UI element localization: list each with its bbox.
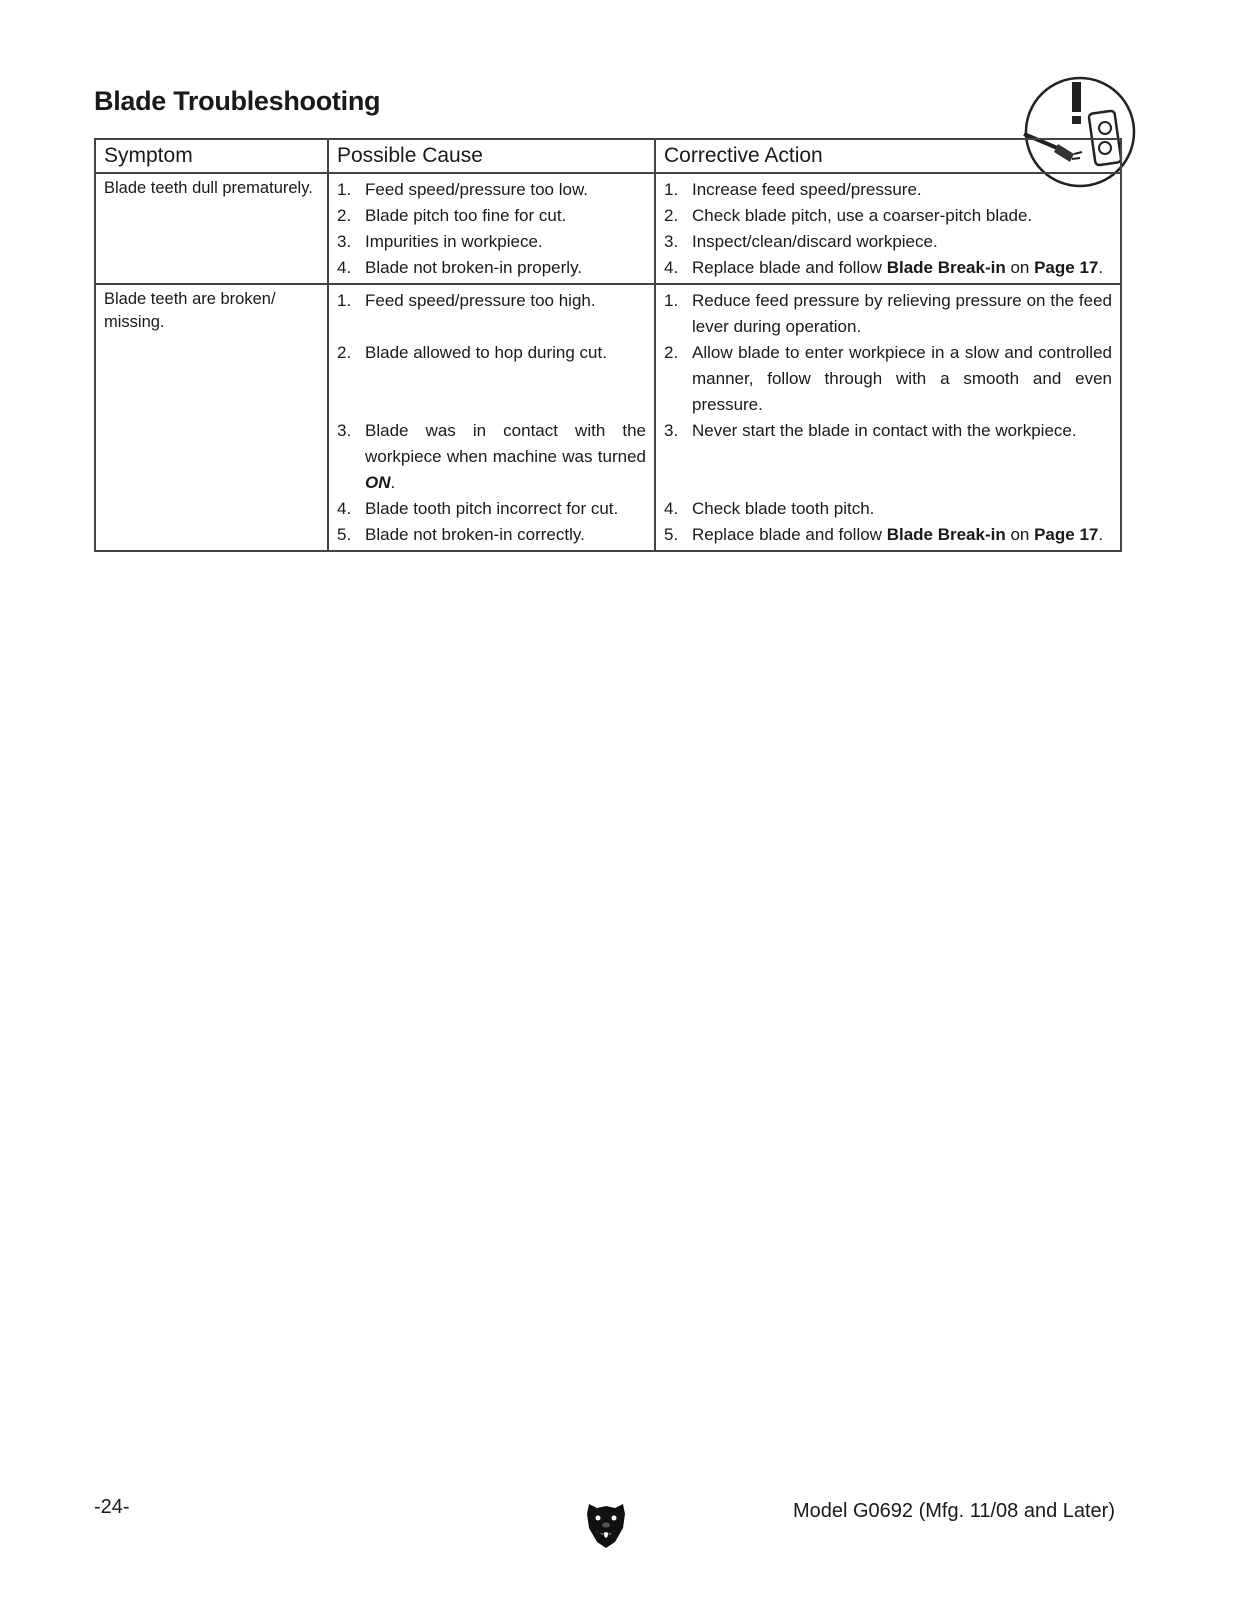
model-label: Model G0692 (Mfg. 11/08 and Later)	[792, 1500, 1115, 1522]
blade-break-in-ref: Blade Break-in	[886, 525, 1006, 544]
list-item: 1. Reduce feed pressure by relieving pressure on the feed lever during operation.	[664, 291, 1112, 336]
list-item: 3. Impurities in workpiece.	[337, 232, 543, 251]
list-item: 4. Blade not broken-in properly.	[337, 258, 583, 277]
table-row	[95, 173, 1121, 284]
list-item: 2. Blade pitch too fine for cut.	[337, 206, 567, 225]
symptom-text: Blade teeth dull prematurely.	[104, 179, 313, 197]
symptom-cell	[95, 173, 328, 284]
action-cell	[655, 173, 1121, 284]
header-corrective-action: Corrective Action	[655, 139, 1121, 173]
page-title: Blade Troubleshooting	[94, 86, 381, 116]
action-cell	[655, 284, 1121, 551]
on-emphasis: ON	[365, 473, 391, 492]
list-item: 4. Check blade tooth pitch.	[664, 499, 875, 518]
list-item: 1. Feed speed/pressure too low.	[337, 180, 589, 199]
cause-cell	[328, 173, 655, 284]
page-ref: Page 17	[1034, 525, 1099, 544]
list-item: 2. Check blade pitch, use a coarser-pitch blade.	[664, 206, 1033, 225]
cause-cell	[328, 284, 655, 551]
table-row	[95, 284, 1121, 551]
header-possible-cause: Possible Cause	[328, 139, 655, 173]
symptom-text: Blade teeth are broken/ missing.	[104, 290, 276, 331]
list-item: 2. Allow blade to enter workpiece in a slow and controlled manner, follow through with a smooth and even pressure.	[664, 343, 1112, 414]
symptom-cell	[95, 284, 328, 551]
list-item: 4. Replace blade and follow Blade Break-in on Page 17.	[664, 258, 1104, 277]
list-item: 1. Increase feed speed/pressure.	[664, 180, 922, 199]
blade-break-in-ref: Blade Break-in	[886, 258, 1006, 277]
page-number: -24-	[94, 1496, 130, 1518]
list-item: 3. Blade was in contact with the workpiece when machine was turned ON.	[337, 421, 646, 492]
table-header-row	[95, 139, 1121, 173]
list-item: 3. Never start the blade in contact with the workpiece.	[664, 421, 1077, 440]
list-item: 4. Blade tooth pitch incorrect for cut.	[337, 499, 619, 518]
troubleshooting-table	[94, 138, 1122, 552]
header-symptom: Symptom	[95, 139, 328, 173]
list-item: 3. Inspect/clean/discard workpiece.	[664, 232, 938, 251]
list-item: 5. Blade not broken-in correctly.	[337, 525, 585, 544]
list-item: 2. Blade allowed to hop during cut.	[337, 343, 607, 362]
list-item: 1. Feed speed/pressure too high.	[337, 291, 596, 310]
bear-logo-icon	[583, 1498, 629, 1550]
list-item: 5. Replace blade and follow Blade Break-in on Page 17.	[664, 525, 1104, 544]
page-ref: Page 17	[1034, 258, 1099, 277]
